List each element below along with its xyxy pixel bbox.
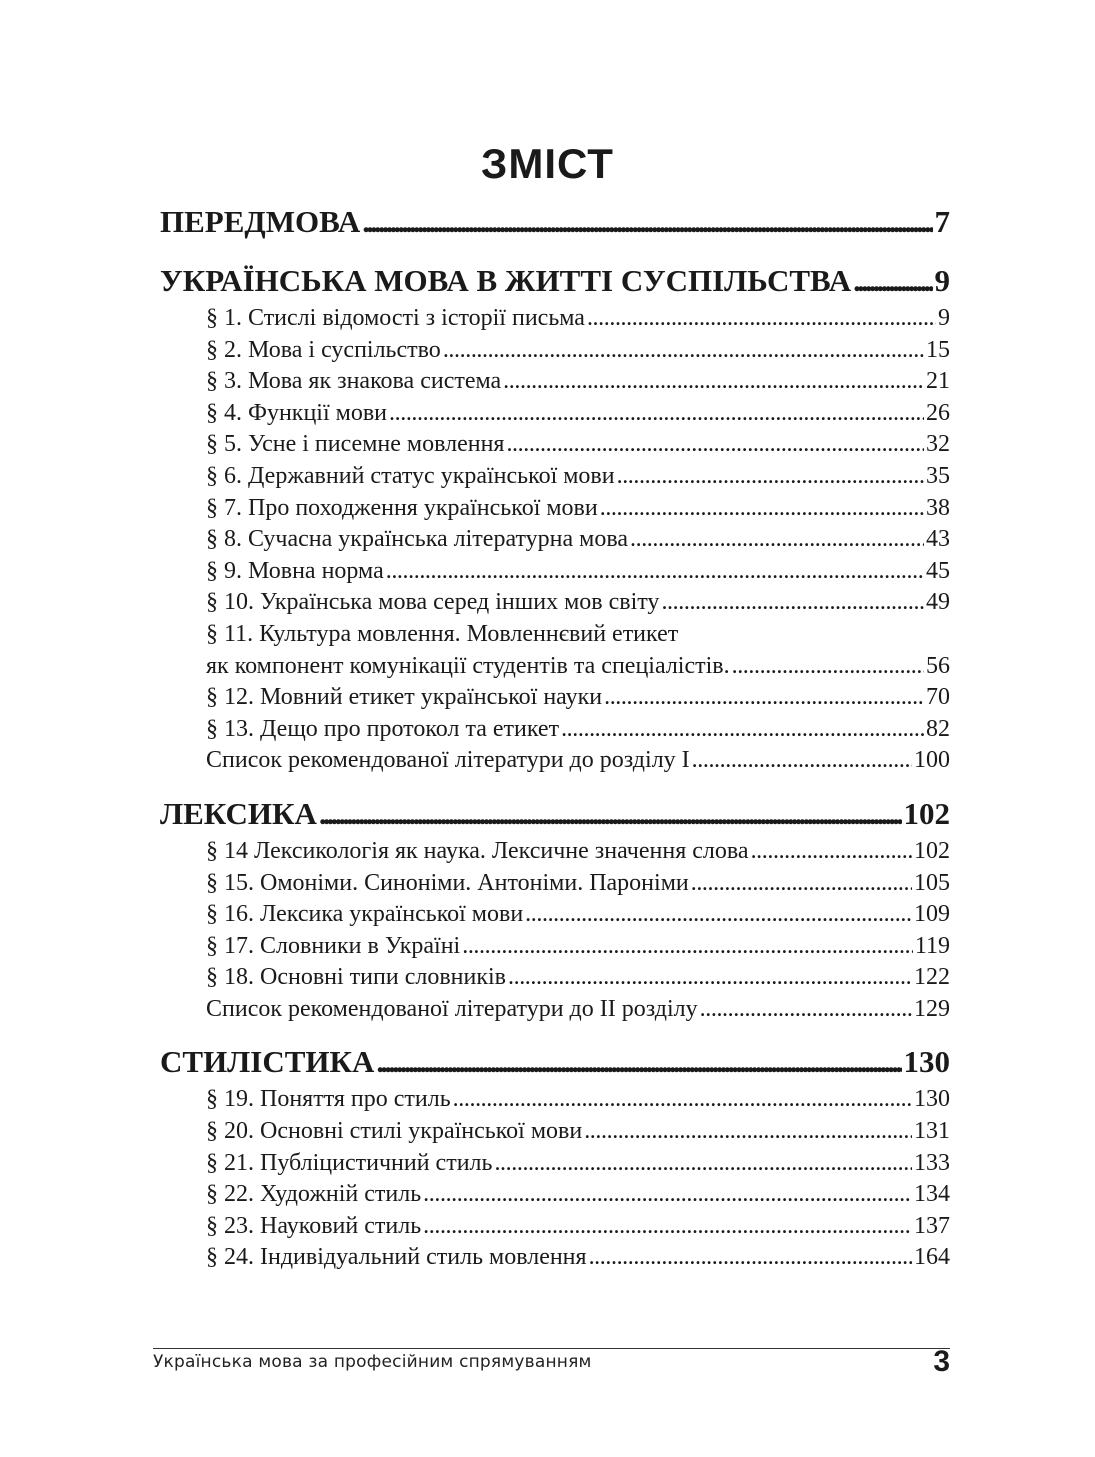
- entry-page-number: 164: [914, 1244, 950, 1271]
- toc-entry[interactable]: [206, 303, 950, 335]
- entry-page-number: 35: [926, 462, 950, 489]
- toc-entry[interactable]: [206, 1084, 950, 1116]
- entry-title: § 22. Художній стиль: [206, 1181, 422, 1208]
- dot-leader: [453, 1084, 912, 1116]
- entry-title: § 23. Науковий стиль: [206, 1212, 422, 1239]
- footer-page-number: 3: [933, 1345, 950, 1378]
- dot-leader: [561, 714, 924, 746]
- entry-page-number: 134: [914, 1181, 950, 1208]
- toc-entry[interactable]: [206, 836, 950, 868]
- toc-section-language-in-society: [160, 259, 950, 777]
- entry-title: § 14 Лексикологія як наука. Лексичне значення слова: [206, 837, 749, 864]
- dot-leader: [506, 429, 924, 461]
- dot-leader: [600, 493, 924, 525]
- entry-title: Список рекомендованої літератури до II розділу: [206, 995, 698, 1022]
- entry-page-number: 109: [914, 901, 950, 928]
- dot-leader: [423, 1179, 912, 1211]
- toc-entry[interactable]: [206, 745, 950, 777]
- entry-page-number: 43: [926, 526, 950, 553]
- dot-leader: [494, 1148, 912, 1180]
- section-page-number: 130: [903, 1044, 950, 1080]
- entry-title: § 17. Словники в Україні: [206, 932, 461, 959]
- dot-leader: [525, 899, 912, 931]
- entry-page-number: 122: [914, 964, 950, 991]
- entry-page-number: 129: [914, 995, 950, 1022]
- entry-page-number: 100: [914, 747, 950, 774]
- dot-leader: [589, 1242, 912, 1274]
- entry-page-number: 105: [914, 869, 950, 896]
- entry-title: § 9. Мовна норма: [206, 557, 384, 584]
- dot-leader: [462, 931, 913, 963]
- entry-title-continued: як компонент комунікації студентів та спеціалістів.: [206, 652, 730, 679]
- dot-leader: [587, 303, 936, 335]
- section-page-number: 102: [903, 795, 950, 831]
- dot-leader: [732, 651, 924, 683]
- toc-entry[interactable]: [206, 587, 950, 619]
- dot-leader: [692, 745, 912, 777]
- entry-title: § 21. Публіцистичний стиль: [206, 1149, 493, 1176]
- entry-title: § 1. Стислі відомості з історії письма: [206, 305, 585, 331]
- section-page-number: 9: [934, 263, 950, 298]
- section-title: ПЕРЕДМОВА: [160, 204, 361, 239]
- section-title: УКРАЇНСЬКА МОВА В ЖИТТІ СУСПІЛЬСТВА: [160, 263, 852, 298]
- toc-section-heading[interactable]: [160, 200, 950, 244]
- dot-leader: [423, 1211, 912, 1243]
- entry-page-number: 131: [914, 1118, 950, 1145]
- entry-title: § 13. Дещо про протокол та етикет: [206, 715, 560, 742]
- toc-entry[interactable]: [206, 714, 950, 746]
- entry-title: § 2. Мова і суспільство: [206, 336, 441, 363]
- section-title: СТИЛІСТИКА: [160, 1044, 375, 1080]
- footer-divider: [153, 1348, 950, 1349]
- dot-leader: [751, 836, 912, 868]
- table-of-contents: [160, 200, 950, 1274]
- entry-title: § 7. Про походження української мови: [206, 494, 598, 521]
- entry-title: § 15. Омоніми. Синоніми. Антоніми. Пароніми: [206, 869, 689, 896]
- toc-section-heading[interactable]: [160, 792, 950, 836]
- toc-entry[interactable]: [206, 429, 950, 461]
- entry-page-number: 119: [914, 932, 950, 959]
- toc-entry[interactable]: [206, 962, 950, 994]
- entry-page-number: 82: [926, 715, 950, 742]
- entry-title: § 4. Функції мови: [206, 399, 388, 426]
- page-title: ЗМІСТ: [481, 140, 614, 187]
- toc-section-foreword: [160, 200, 950, 244]
- dot-leader: [630, 524, 924, 556]
- dot-leader: [691, 868, 912, 900]
- toc-entry[interactable]: [206, 1211, 950, 1243]
- entry-title: § 12. Мовний етикет української науки: [206, 684, 603, 711]
- entry-title: § 5. Усне і писемне мовлення: [206, 431, 505, 458]
- entry-title: § 8. Сучасна українська літературна мова: [206, 526, 628, 553]
- dot-leader: [661, 587, 924, 619]
- dot-leader: [508, 962, 912, 994]
- entry-title: § 20. Основні стилі української мови: [206, 1118, 583, 1145]
- toc-section-stylistics: [160, 1040, 950, 1274]
- entry-page-number: 56: [926, 652, 950, 679]
- toc-entry[interactable]: [206, 994, 950, 1026]
- entry-page-number: 45: [926, 557, 950, 584]
- entry-page-number: 9: [938, 305, 950, 331]
- entry-page-number: 49: [926, 589, 950, 616]
- toc-section-heading[interactable]: [160, 259, 950, 303]
- entry-page-number: 32: [926, 431, 950, 458]
- entry-page-number: 15: [926, 336, 950, 363]
- toc-entry[interactable]: [206, 335, 950, 367]
- toc-entry-first-line[interactable]: § 11. Культура мовлення. Мовленнєвий етикет: [206, 620, 679, 647]
- section-page-number: 7: [934, 204, 950, 239]
- toc-entry[interactable]: [206, 651, 950, 683]
- toc-entry[interactable]: [206, 398, 950, 430]
- entry-title: § 19. Поняття про стиль: [206, 1086, 451, 1113]
- entry-title: § 6. Державний статус української мови: [206, 462, 615, 489]
- toc-entry[interactable]: [206, 461, 950, 493]
- entry-page-number: 38: [926, 494, 950, 521]
- entry-title: § 24. Індивідуальний стиль мовлення: [206, 1244, 587, 1271]
- dot-leader: [584, 1116, 912, 1148]
- toc-section-lexicon: [160, 792, 950, 1026]
- toc-entry[interactable]: [206, 868, 950, 900]
- dot-leader: [376, 1040, 901, 1084]
- dot-leader: [503, 366, 924, 398]
- toc-entry[interactable]: [206, 899, 950, 931]
- toc-entry[interactable]: [206, 1179, 950, 1211]
- toc-entry[interactable]: [206, 682, 950, 714]
- toc-entry[interactable]: [206, 931, 950, 963]
- entry-page-number: 26: [926, 399, 950, 426]
- toc-entry[interactable]: [206, 556, 950, 588]
- toc-entry[interactable]: [206, 1116, 950, 1148]
- dot-leader: [319, 792, 902, 836]
- entry-page-number: 102: [914, 837, 950, 864]
- entry-page-number: 21: [926, 368, 950, 395]
- toc-entry[interactable]: [206, 1242, 950, 1274]
- dot-leader: [362, 200, 932, 244]
- entry-page-number: 70: [926, 684, 950, 711]
- dot-leader: [617, 461, 924, 493]
- toc-entry[interactable]: [206, 1148, 950, 1180]
- section-title: ЛЕКСИКА: [160, 795, 317, 831]
- dot-leader: [443, 335, 924, 367]
- toc-entry[interactable]: [206, 366, 950, 398]
- entry-title: § 10. Українська мова серед інших мов світу: [206, 589, 660, 616]
- toc-entry[interactable]: [206, 493, 950, 525]
- toc-entry[interactable]: [206, 524, 950, 556]
- entry-title: § 16. Лексика української мови: [206, 901, 524, 928]
- dot-leader: [853, 259, 932, 303]
- entry-title: § 18. Основні типи словників: [206, 964, 506, 991]
- dot-leader: [700, 994, 912, 1026]
- footer-book-title: Українська мова за професійним спрямуванням: [153, 1352, 592, 1372]
- toc-section-heading[interactable]: [160, 1040, 950, 1084]
- dot-leader: [604, 682, 924, 714]
- entry-page-number: 137: [914, 1212, 950, 1239]
- entry-page-number: 130: [914, 1086, 950, 1113]
- dot-leader: [389, 398, 924, 430]
- dot-leader: [386, 556, 924, 588]
- entry-title: Список рекомендованої літератури до розділу I: [206, 747, 690, 774]
- entry-title: § 3. Мова як знакова система: [206, 368, 502, 395]
- entry-page-number: 133: [914, 1149, 950, 1176]
